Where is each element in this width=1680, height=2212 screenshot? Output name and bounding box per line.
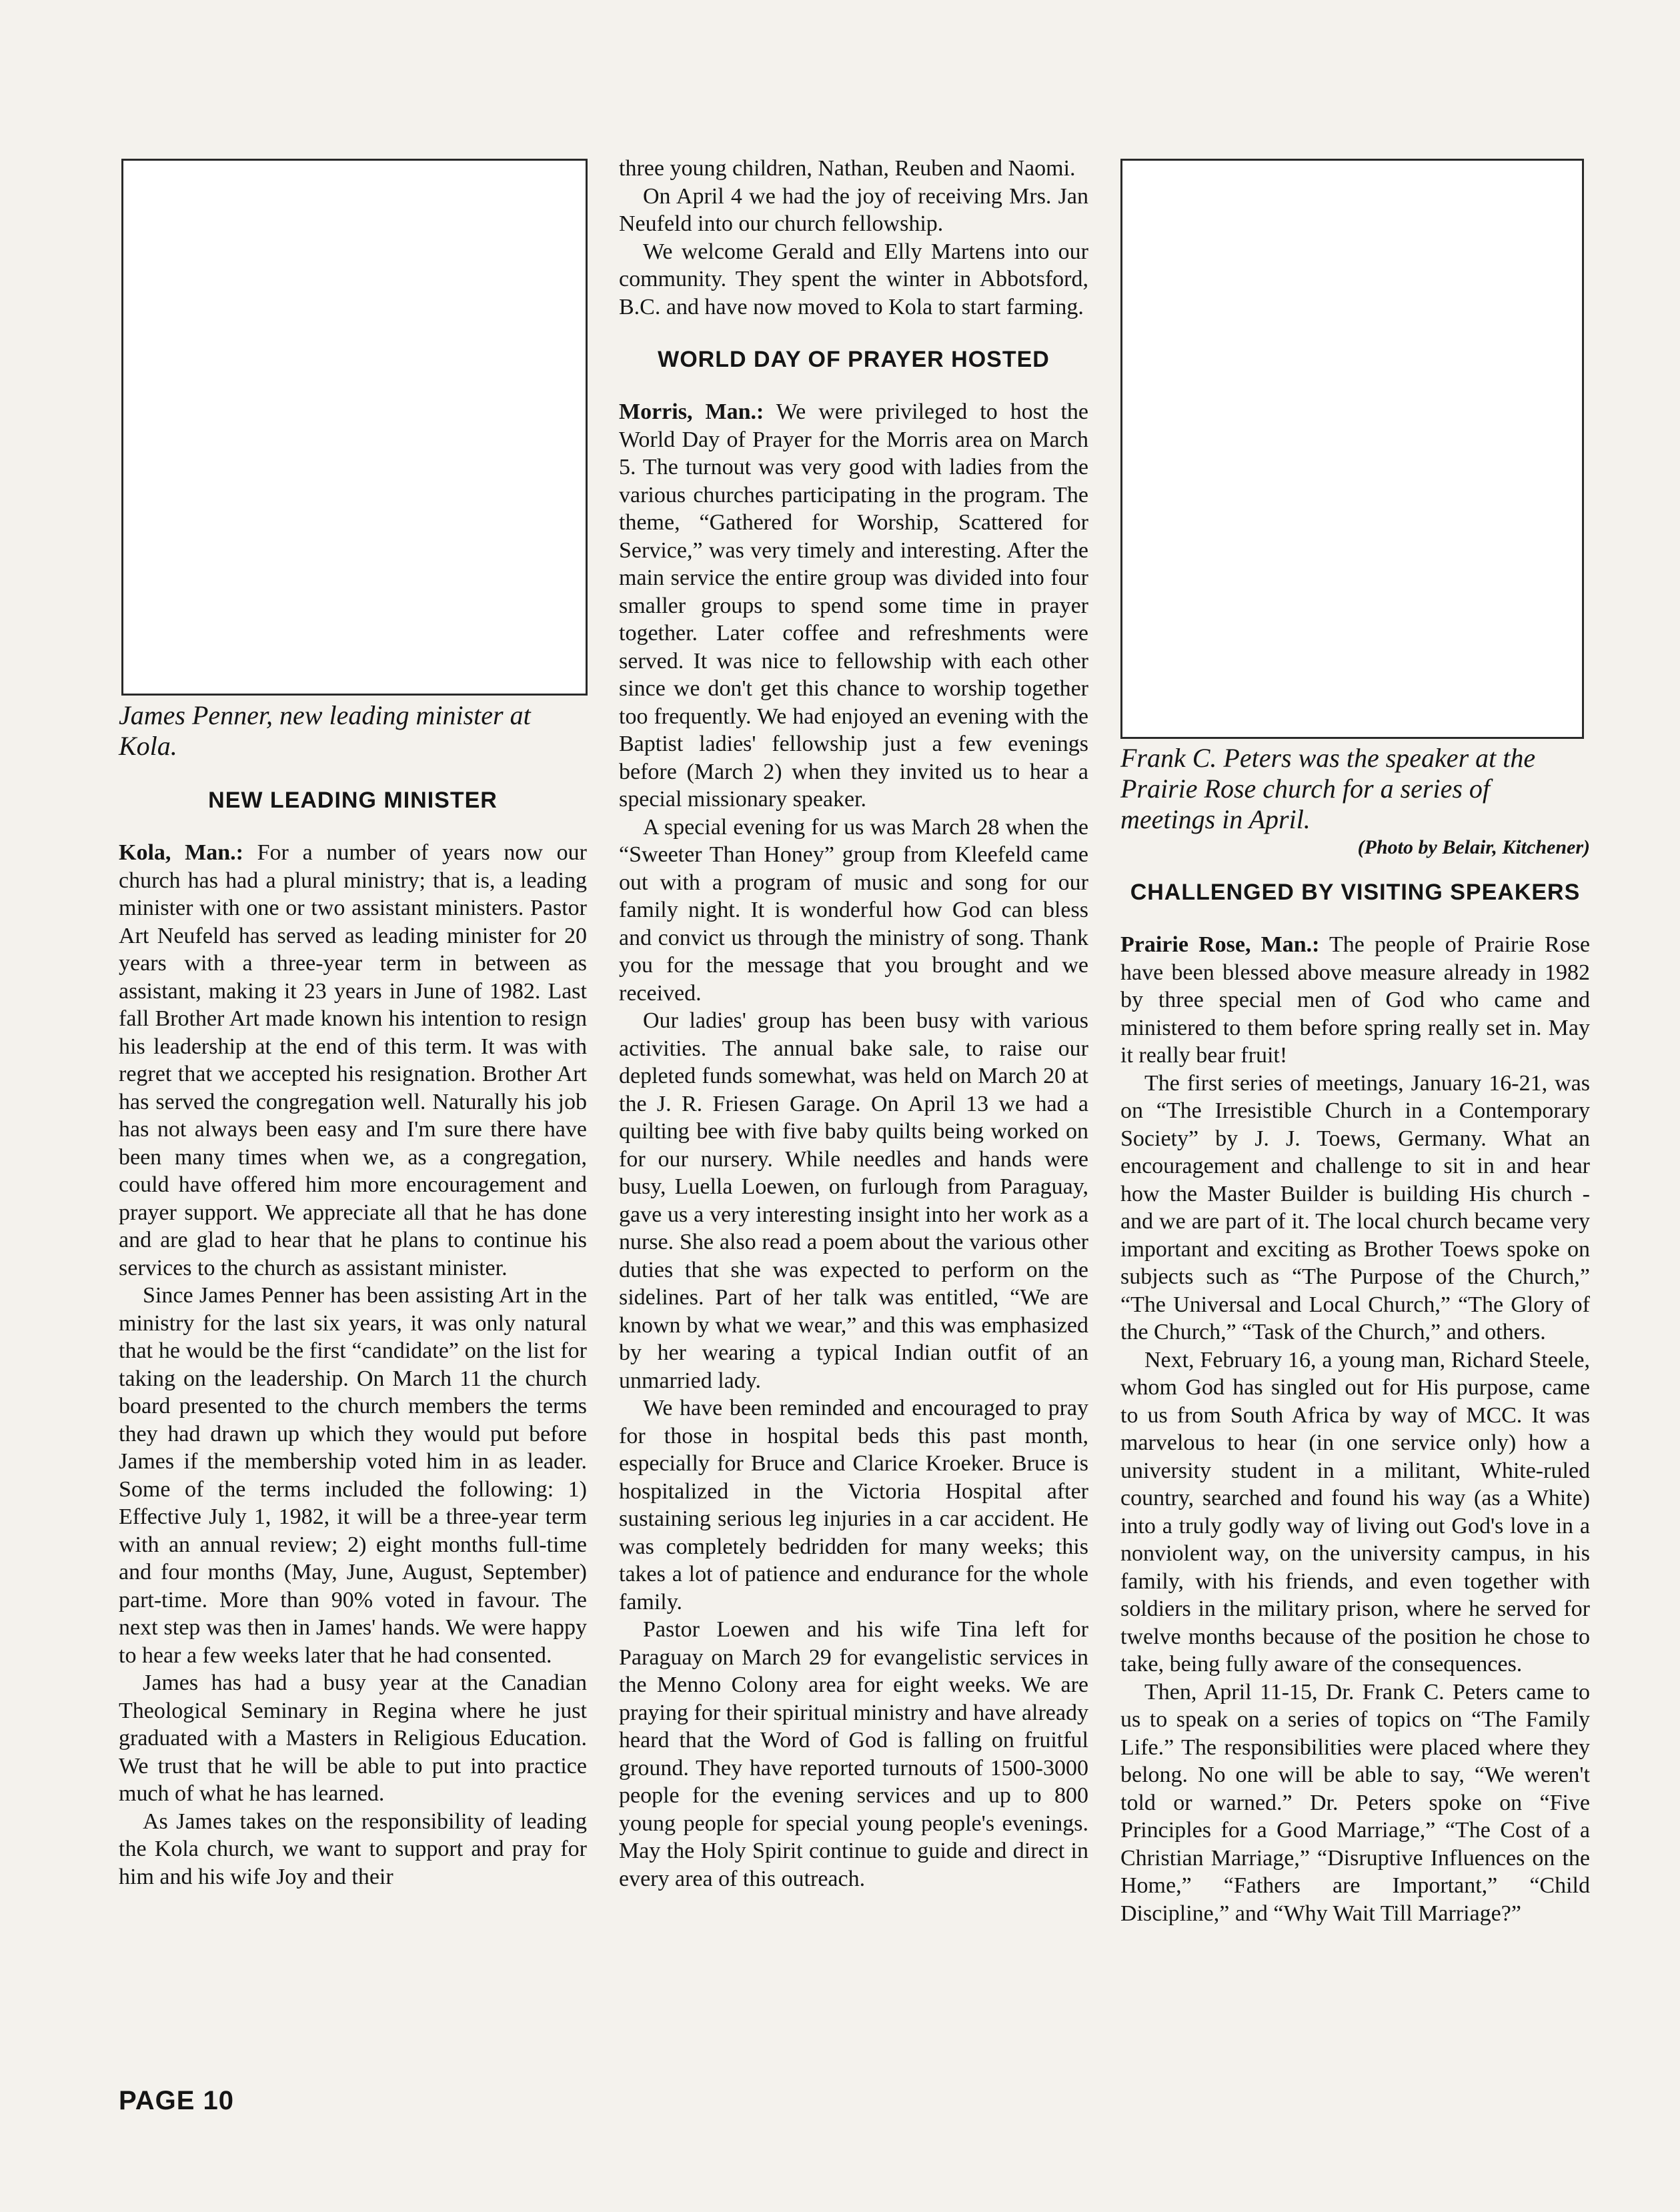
article-heading: NEW LEADING MINISTER bbox=[208, 788, 498, 813]
paragraph: Pastor Loewen and his wife Tina left for Paraguay on March 29 for evangelistic services in the Menno Colony area for eight weeks. We are praying for their spiritual ministry and have already heard that the Word of God is falling on fruitful ground. They have reported turnouts of 1500-3000 people for the evening services and up to 800 young people for special young people's evenings. May the Holy Spirit continue to guide and direct in every area of this outreach. bbox=[619, 1617, 1088, 1891]
photo-credit: (Photo by Belair, Kitchener) bbox=[1357, 836, 1590, 858]
paragraph: James has had a busy year at the Canadian Theological Seminary in Regina where he just graduated with a Masters in Religious Education. We trust that he will be able to put into practice much of what he has learned. bbox=[119, 1671, 587, 1806]
paragraph: As James takes on the responsibility of leading the Kola church, we want to support and pray for him and his wife Joy and their bbox=[119, 1809, 587, 1889]
page-number: PAGE 10 bbox=[119, 2086, 234, 2115]
dateline: Prairie Rose, Man.: bbox=[1120, 932, 1320, 957]
dateline: Kola, Man.: bbox=[119, 840, 243, 865]
photo-frank-peters bbox=[1120, 159, 1584, 739]
paragraph: On April 4 we had the joy of receiving Mrs. Jan Neufeld into our church fellowship. bbox=[619, 183, 1088, 236]
column-2 bbox=[619, 155, 1088, 1893]
article-heading: WORLD DAY OF PRAYER HOSTED bbox=[658, 347, 1050, 372]
paragraph: We were privileged to host the World Day of Prayer for the Morris area on March 5. The turnout was very good with ladies from the various churches participating in the program. The theme, “Gathered for Worship, Scattered for Service,” was very timely and interesting. After the main service the entire group was divided into four smaller groups to spend some time in prayer together. Later coffee and refreshments were served. It was nice to fellowship with each other since we don't get this chance to worship together too frequently. We had enjoyed an evening with the Baptist ladies' fellowship just a few evenings before (March 2) when they invited us to hear a special missionary speaker. bbox=[619, 399, 1088, 812]
paragraph: Next, February 16, a young man, Richard Steele, whom God has singled out for His purpose, came to us from South Africa by way of MCC. It was marvelous to hear (in one service only) how a university student in a militant, White-ruled country, searched and found his way (as a White) into a truly godly way of living out God's love in a nonviolent way, on the university campus, in his family, with his friends, and even together with soldiers in the military prison, where he served for twelve months because of the position he chose to take, being fully aware of the consequences. bbox=[1120, 1347, 1590, 1677]
photo-james-penner bbox=[121, 159, 588, 696]
paragraph: Our ladies' group has been busy with various activities. The annual bake sale, to raise our depleted funds somewhat, was held on March 20 at the J. R. Friesen Garage. On April 13 we had a quilting bee with five baby quilts being worked on for our nursery. While needles and hands were busy, Luella Loewen, on furlough from Paraguay, gave us a very interesting insight into her work as a nurse. She also read a poem about the various other duties that she was expected to perform on the sidelines. Part of her talk was entitled, “We are known by what we wear,” and this was emphasized by her wearing a typical Indian outfit of an unmarried lady. bbox=[619, 1008, 1088, 1393]
photo-caption: Frank C. Peters was the speaker at the Prairie Rose church for a series of meetings in April. bbox=[1120, 743, 1536, 834]
paragraph: three young children, Nathan, Reuben and Naomi. bbox=[619, 156, 1076, 181]
column-1 bbox=[119, 700, 587, 1891]
paragraph: The people of Prairie Rose have been blessed above measure already in 1982 by three special men of God who came and ministered to them before spring really set in. May it really bear fruit! bbox=[1120, 932, 1591, 1068]
paragraph: For a number of years now our church has had a plural ministry; that is, a leading minister with one or two assistant ministers. Pastor Art Neufeld has served as leading minister for 20 years with a three-year term in between as assistant, making it 23 years in June of 1982. Last fall Brother Art made known his intention to resign his leadership at the end of this term. It was with regret that we accepted his resignation. Brother Art has served the congregation well. Naturally his job has not always been easy and I'm sure there have been many times when we, as a congregation, could have offered him more encouragement and prayer support. We appreciate all that he has done and are glad to hear that he plans to continue his services to the church as assistant minister. bbox=[119, 840, 587, 1280]
paragraph: We welcome Gerald and Elly Martens into our community. They spent the winter in Abbotsford, B.C. and have now moved to Kola to start farming. bbox=[619, 239, 1088, 319]
paragraph: The first series of meetings, January 16-21, was on “The Irresistible Church in a Contemporary Society” by J. J. Toews, Germany. What an encouragement and challenge to sit in and hear how the Master Builder is building His church - and we are part of it. The local church became very important and exciting as Brother Toews spoke on subjects such as “The Purpose of the Church,” “The Universal and Local Church,” “The Glory of the Church,” “Task of the Church,” and others. bbox=[1120, 1070, 1590, 1344]
column-3 bbox=[1120, 743, 1590, 1927]
paragraph: A special evening for us was March 28 when the “Sweeter Than Honey” group from Kleefeld came out with a program of music and song for our family night. It is wonderful how God can bless and convict us through the ministry of song. Thank you for the message that you brought and we received. bbox=[619, 814, 1088, 1006]
dateline: Morris, Man.: bbox=[619, 399, 764, 424]
article-heading: CHALLENGED BY VISITING SPEAKERS bbox=[1130, 880, 1581, 905]
paragraph: Then, April 11-15, Dr. Frank C. Peters came to us to speak on a series of topics on “The Family Life.” The responsibilities were placed where they belong. No one will be able to say, “We weren't told or warned.” Dr. Peters spoke on “Five Principles for a Good Marriage,” “The Cost of a Christian Marriage,” “Disruptive Influences on the Home,” “Fathers are Important,” “Child Discipline,” and “Why Wait Till Marriage?” bbox=[1120, 1679, 1590, 1926]
photo-caption: James Penner, new leading minister at Kola. bbox=[119, 700, 531, 761]
paragraph: We have been reminded and encouraged to pray for those in hospital beds this past month, especially for Bruce and Clarice Kroeker. Bruce is hospitalized in the Victoria Hospital after sustaining serious leg injuries in a car accident. He was completely bedridden for many weeks; this takes a lot of patience and endurance for the whole family. bbox=[619, 1396, 1088, 1614]
paragraph: Since James Penner has been assisting Art in the ministry for the last six years, it was only natural that he would be the first “candidate” on the list for taking on the leadership. On March 11 the church board presented to the church members the terms they had drawn up which they would put before James if the membership voted him in as leader. Some of the terms included the following: 1) Effective July 1, 1982, it will be a three-year term with an annual review; 2) eight months full-time and four months (May, June, August, September) part-time. More than 90% voted in favour. The next step was then in James' hands. We were happy to hear a few weeks later that he had consented. bbox=[119, 1283, 587, 1668]
